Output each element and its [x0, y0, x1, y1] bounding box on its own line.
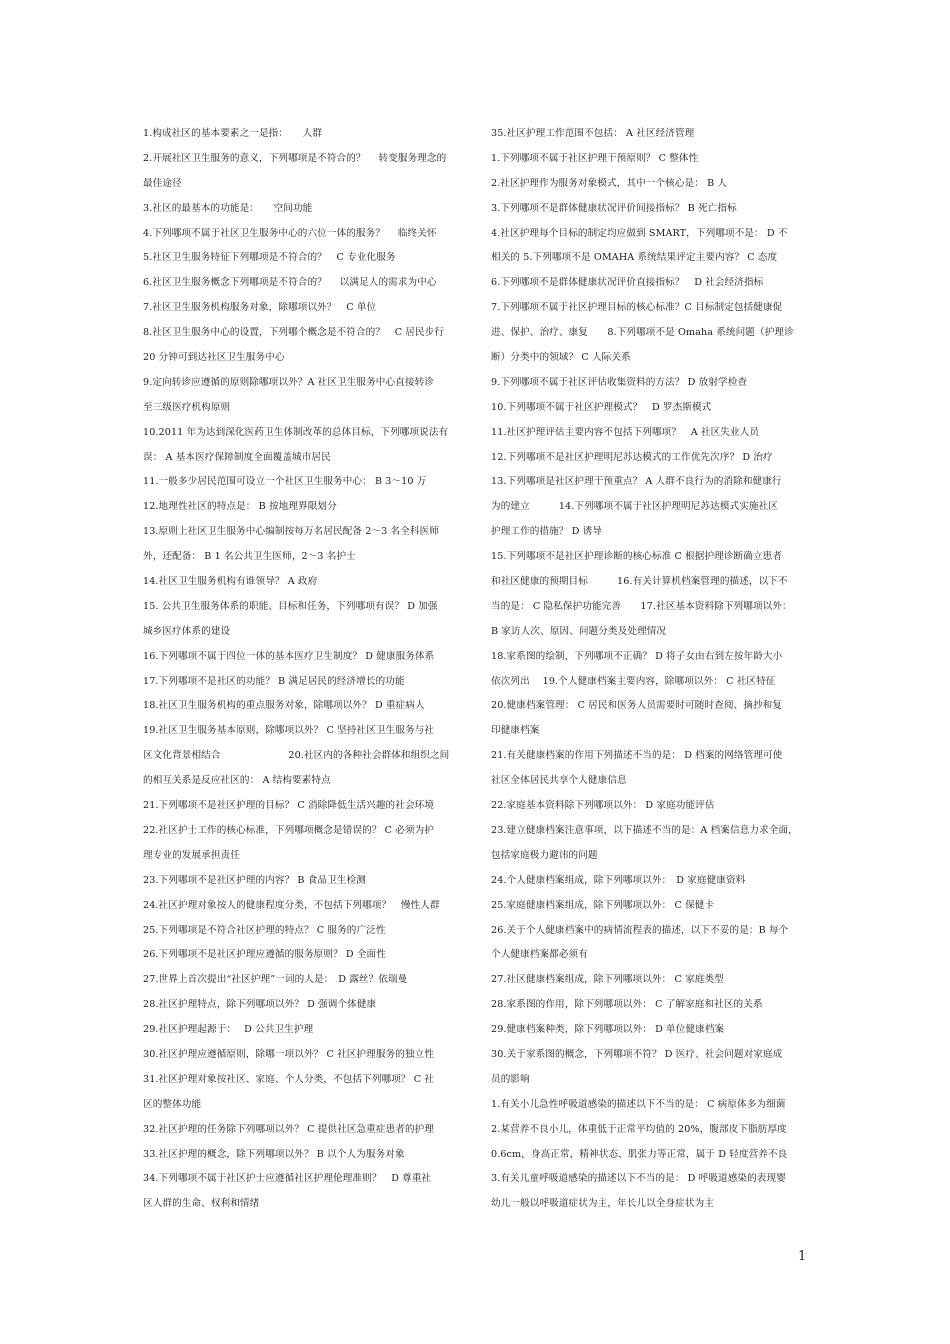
text-line: 误： A 基本医疗保障制度全面覆盖城市居民 [143, 451, 331, 463]
text-line: 3.社区的最基本的功能是： 空间功能 [143, 202, 313, 214]
text-line: 断）分类中的领域？ C 人际关系 [491, 352, 631, 364]
text-line: 11.社区护理评估主要内容不包括下列哪项？ A 社区失业人员 [491, 426, 760, 438]
text-line: 29.社区护理起源于： D 公共卫生护理 [143, 1024, 314, 1036]
text-line: 25.家庭健康档案组成，除下列哪项以外： C 保健卡 [491, 899, 715, 911]
text-line: 22.社区护士工作的核心标准，下列哪项概念是错误的？ C 必须为护 [143, 824, 435, 836]
text-line: 29.健康档案种类，除下列哪项以外： D 单位健康档案 [491, 1024, 725, 1036]
text-line: 护理工作的措施？ D 诱导 [491, 526, 603, 538]
text-line: 23.下列哪项不是社区护理的内容？ B 食品卫生检测 [143, 874, 366, 886]
text-line: 26.关于个人健康档案中的病情流程表的描述，以下不妥的是：B 每个 [491, 924, 789, 936]
text-line: 24.个人健康档案组成，除下列哪项以外： D 家庭健康资料 [491, 874, 746, 886]
text-line: 10.2011 年为达到深化医药卫生体制改革的总体目标，下列哪项说法有 [143, 426, 449, 438]
text-line: 印健康档案 [491, 725, 540, 737]
text-line: 2.开展社区卫生服务的意义，下列哪项是不符合的？ 转变服务理念的 [143, 152, 447, 164]
right-column [491, 122, 811, 1217]
text-line: 区人群的生命、权利和情绪 [143, 1198, 260, 1210]
text-line: 2.社区护理作为服务对象模式，其中一个核心是： B 人 [491, 177, 728, 189]
text-line: 进、保护、治疗、康复 8.下列哪项不是 Omaha 系统问题（护理诊 [491, 327, 794, 339]
text-line: 30.社区护理应遵循原则，除哪一项以外？ C 社区护理服务的独立性 [143, 1048, 435, 1060]
text-line: 0.6cm，身高正常，精神状态、肌张力等正常，属于 D 轻度营养不良 [491, 1148, 788, 1160]
text-line: 和社区健康的预期目标 16.有关计算机档案管理的描述，以下不 [491, 576, 788, 588]
text-line: 18.社区卫生服务机构的重点服务对象，除哪项以外？ D 重症病人 [143, 700, 425, 712]
text-line: 3.有关儿童呼吸道感染的描述以下不当的是： D 呼吸道感染的表现婴 [491, 1173, 786, 1185]
left-column [143, 122, 463, 1217]
text-line: 21.有关健康档案的作用下列描述不当的是： D 档案的网络管理可使 [491, 750, 783, 762]
text-line: 1.下列哪项不属于社区护理干预原则？ C 整体性 [491, 152, 699, 164]
text-line: 4.下列哪项不属于社区卫生服务中心的六位一体的服务？ 临终关怀 [143, 227, 437, 239]
text-line: 社区全体居民共享个人健康信息 [491, 775, 627, 787]
text-line: 30.关于家系图的概念，下列哪项不符？ D 医疗、社会问题对家庭成 [491, 1048, 783, 1060]
text-line: B 家访人次、原因、问题分类及处理情况 [491, 625, 667, 637]
text-line: 24.社区护理对象按人的健康程度分类，不包括下列哪项？ 慢性人群 [143, 899, 440, 911]
text-line: 包括家庭极力避讳的问题 [491, 849, 598, 861]
text-line: 27.世界上首次提出“社区护理”一词的人是： D 露丝？依瑞曼 [143, 974, 408, 986]
text-line: 相关的 5.下列哪项不是 OMAHA 系统结果评定主要内容？ C 态度 [491, 252, 778, 264]
text-line: 17.下列哪项不是社区的功能？ B 满足居民的经济增长的功能 [143, 675, 405, 687]
text-line: 12.下列哪项不是社区护理明尼苏达模式的工作优先次序？ D 治疗 [491, 451, 773, 463]
text-line: 幼儿一般以呼吸道症状为主，年长儿以全身症状为主 [491, 1198, 714, 1210]
text-line: 22.家庭基本资料除下列哪项以外： D 家庭功能评估 [491, 800, 715, 812]
text-line: 6.下列哪项不是群体健康状况评价直接指标？ D 社会经济指标 [491, 277, 764, 289]
text-line: 21.下列哪项不是社区护理的目标？ C 消除降低生活兴趣的社会环境 [143, 800, 435, 812]
text-line: 10.下列哪项不属于社区护理模式？ D 罗杰斯模式 [491, 401, 712, 413]
text-line: 33.社区护理的概念，除下列哪项以外？ B 以个人为服务对象 [143, 1148, 405, 1160]
text-line: 9.定向转诊应遵循的原则除哪项以外？A 社区卫生服务中心直接转诊 [143, 376, 434, 388]
text-line: 为的建立 14.下列哪项不属于社区护理明尼苏达模式实施社区 [491, 501, 778, 513]
text-line: 当的是： C 隐私保护功能完善 17.社区基本资料除下列哪项以外： [491, 600, 792, 612]
text-line: 8.社区卫生服务中心的设置，下列哪个概念是不符合的？ C 居民步行 [143, 327, 445, 339]
text-line: 的相互关系是反应社区的： A 结构要素特点 [143, 775, 331, 787]
text-line: 11.一般多少居民范围可设立一个社区卫生服务中心： B 3～10 万 [143, 476, 427, 488]
text-line: 3.下列哪项不是群体健康状况评价间接指标？ B 死亡指标 [491, 202, 737, 214]
text-line: 28.家系图的作用，除下列哪项以外： C 了解家庭和社区的关系 [491, 999, 763, 1011]
text-line: 4.社区护理每个目标的制定均应做到 SMART，下列哪项不是： D 不 [491, 227, 788, 239]
text-line: 35.社区护理工作范围不包括： A 社区经济管理 [491, 128, 695, 139]
text-line: 6.社区卫生服务概念下列哪项是不符合的？ 以满足人的需求为中心 [143, 277, 437, 289]
text-line: 19.社区卫生服务基本原则，除哪项以外？ C 坚持社区卫生服务与社 [143, 725, 435, 737]
text-line: 20 分钟可到达社区卫生服务中心 [143, 352, 285, 364]
text-line: 5.社区卫生服务特征下列哪项是不符合的？ C 专业化服务 [143, 252, 396, 264]
text-line: 34.下列哪项不属于社区护士应遵循社区护理伦理准则？ D 尊重社 [143, 1173, 432, 1185]
text-line: 2.某营养不良小儿，体重低于正常平均值的 20%，腹部皮下脂肪厚度 [491, 1123, 787, 1135]
text-line: 25.下列哪项是不符合社区护理的特点？ C 服务的广泛性 [143, 924, 386, 936]
page-number: 1 [798, 1249, 807, 1264]
text-line: 区的整体功能 [143, 1098, 202, 1110]
text-line: 最佳途径 [143, 177, 182, 189]
text-line: 32.社区护理的任务除下列哪项以外？ C 提供社区急重症患者的护理 [143, 1123, 435, 1135]
text-line: 1.构成社区的基本要素之一是指： 人群 [143, 128, 323, 139]
text-line: 27.社区健康档案组成，除下列哪项以外： C 家庭类型 [491, 974, 724, 986]
text-line: 13.原则上社区卫生服务中心编制按每万名居民配备 2～3 名全科医师 [143, 526, 439, 538]
text-line: 26.下列哪项不是社区护理应遵循的服务原则？ D 全面性 [143, 949, 386, 961]
text-line: 13.下列哪项是社区护理干预重点？ A 人群不良行为的消除和健康行 [491, 476, 782, 488]
text-line: 9.下列哪项不属于社区评估收集资料的方法？ D 放射学检查 [491, 376, 748, 388]
text-line: 20.健康档案管理： C 居民和医务人员需要时可随时查阅、摘抄和复 [491, 700, 783, 712]
text-line: 区文化背景相结合 20.社区内的各种社会群体和组织之间 [143, 750, 450, 762]
text-line: 员的影响 [491, 1073, 530, 1085]
text-line: 23.建立健康档案注意事项，以下描述不当的是：A 档案信息力求全面， [491, 824, 798, 836]
text-line: 16.下列哪项不属于四位一体的基本医疗卫生制度？ D 健康服务体系 [143, 650, 435, 662]
text-line: 15.下列哪项不是社区护理诊断的核心标准 C 根据护理诊断确立患者 [491, 551, 783, 563]
text-line: 依次列出 19.个人健康档案主要内容，除哪项以外： C 社区特征 [491, 675, 776, 687]
text-line: 城乡医疗体系的建设 [143, 625, 231, 637]
text-line: 个人健康档案都必须有 [491, 949, 588, 961]
text-line: 12.地理性社区的特点是： B 按地理界限划分 [143, 501, 337, 513]
text-line: 31.社区护理对象按社区、家庭、个人分类，不包括下列哪项？ C 社 [143, 1073, 435, 1085]
text-line: 7.社区卫生服务机构服务对象，除哪项以外？ C 单位 [143, 302, 377, 314]
text-line: 14.社区卫生服务机构有谁领导？ A 政府 [143, 576, 318, 588]
text-line: 理专业的发展承担责任 [143, 849, 240, 861]
text-line: 1.有关小儿急性呼吸道感染的描述以下不当的是： C 病原体多为细菌 [491, 1098, 786, 1110]
text-line: 15. 公共卫生服务体系的职能、目标和任务，下列哪项有误？ D 加强 [143, 600, 438, 612]
text-line: 18.家系图的绘制，下列哪项不正确？ D 将子女由右到左按年龄大小 [491, 650, 783, 662]
text-line: 28.社区护理特点，除下列哪项以外？ D 强调个体健康 [143, 999, 377, 1011]
text-line: 外，还配备： B 1 名公共卫生医师，2～3 名护士 [143, 551, 356, 563]
text-line: 至三级医疗机构原则 [143, 401, 231, 413]
text-line: 7.下列哪项不属于社区护理目标的核心标准？C 目标制定包括健康促 [491, 302, 783, 314]
